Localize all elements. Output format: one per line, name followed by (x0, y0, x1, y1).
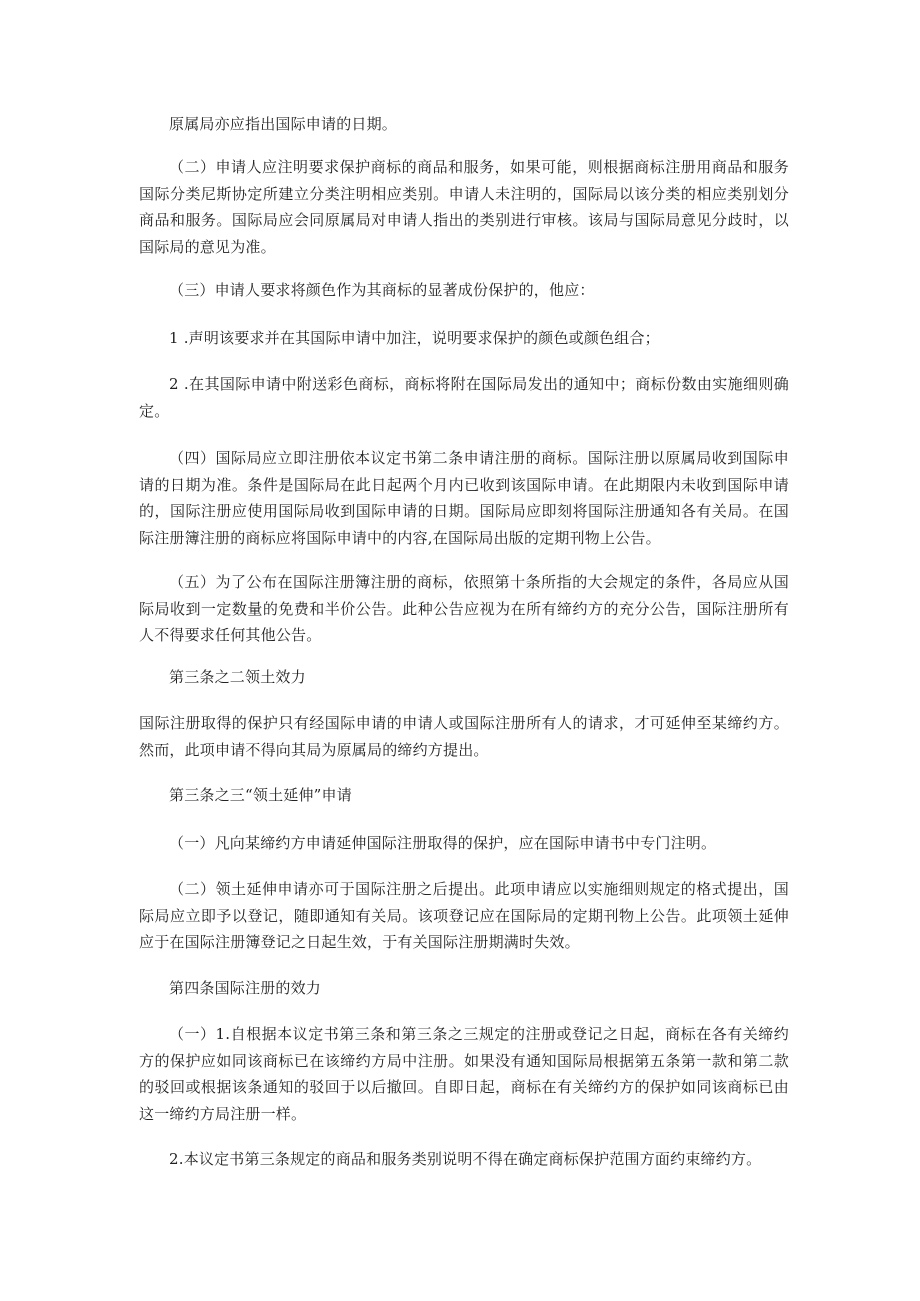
paragraph-article-4-section-1: （一）1.自根据本议定书第三条和第三条之三规定的注册或登记之日起，商标在各有关缔约方的保护应如同该商标已在该缔约方局中注册。如果没有通知国际局根据第五条第一款和第二款的驳回或根据该条通知的驳回于以后撤回。自即日起，商标在有关缔约方的保护如同该商标已由这一缔约方局注册一样。 (139, 1025, 789, 1123)
paragraph-original-office-date: 原属局亦应指出国际申请的日期。 (169, 115, 398, 133)
paragraph-extension-section-2: （二）领土延伸申请亦可于国际注册之后提出。此项申请应以实施细则规定的格式提出，国际局应立即予以登记，随即通知有关局。该项登记应在国际局的定期刊物上公告。此项领土延伸应于在国际注册簿登记之日起生效，于有关国际注册期满时失效。 (139, 880, 789, 951)
paragraph-section-2-goods-services: （二）申请人应注明要求保护商标的商品和服务，如果可能，则根据商标注册用商品和服务国际分类尼斯协定所建立分类注明相应类别。申请人未注明的，国际局以该分类的相应类别划分商品和服务。国际局应会同原属局对申请人指出的类别进行审核。该局与国际局意见分歧时，以国际局的意见为准。 (139, 158, 789, 256)
heading-article-3ter: 第三条之三“领土延伸”申请 (169, 786, 352, 804)
heading-article-4: 第四条国际注册的效力 (169, 979, 322, 997)
paragraph-section-5-publication: （五）为了公布在国际注册簿注册的商标，依照第十条所指的大会规定的条件，各局应从国际局收到一定数量的免费和半价公告。此种公告应视为在所有缔约方的充分公告，国际注册所有人不得要求任何其他公告。 (139, 573, 789, 644)
paragraph-territorial-effect: 国际注册取得的保护只有经国际申请的申请人或国际注册所有人的请求，才可延伸至某缔约方。然而，此项申请不得向其局为原属局的缔约方提出。 (139, 714, 789, 759)
paragraph-item-2-color-mark: 2 .在其国际申请中附送彩色商标，商标将附在国际局发出的通知中；商标份数由实施细则确定。 (139, 375, 789, 420)
paragraph-section-4-registration: （四）国际局应立即注册依本议定书第二条申请注册的商标。国际注册以原属局收到国际申请的日期为准。条件是国际局在此日起两个月内已收到该国际申请。在此期限内未收到国际申请的，国际注册应使用国际局收到国际申请的日期。国际局应即刻将国际注册通知各有关局。在国际注册簿注册的商标应将国际申请中的内容,在国际局出版的定期刊物上公告。 (139, 449, 789, 547)
paragraph-extension-section-1: （一）凡向某缔约方申请延伸国际注册取得的保护，应在国际申请书中专门注明。 (169, 834, 717, 852)
paragraph-article-4-item-2: 2.本议定书第三条规定的商品和服务类别说明不得在确定商标保护范围方面约束缔约方。 (169, 1150, 762, 1168)
paragraph-section-3-color: （三）申请人要求将颜色作为其商标的显著成份保护的，他应： (169, 281, 595, 299)
paragraph-item-1-color-statement: 1 .声明该要求并在其国际申请中加注，说明要求保护的颜色或颜色组合； (169, 329, 660, 347)
heading-article-3bis: 第三条之二领土效力 (169, 668, 306, 686)
